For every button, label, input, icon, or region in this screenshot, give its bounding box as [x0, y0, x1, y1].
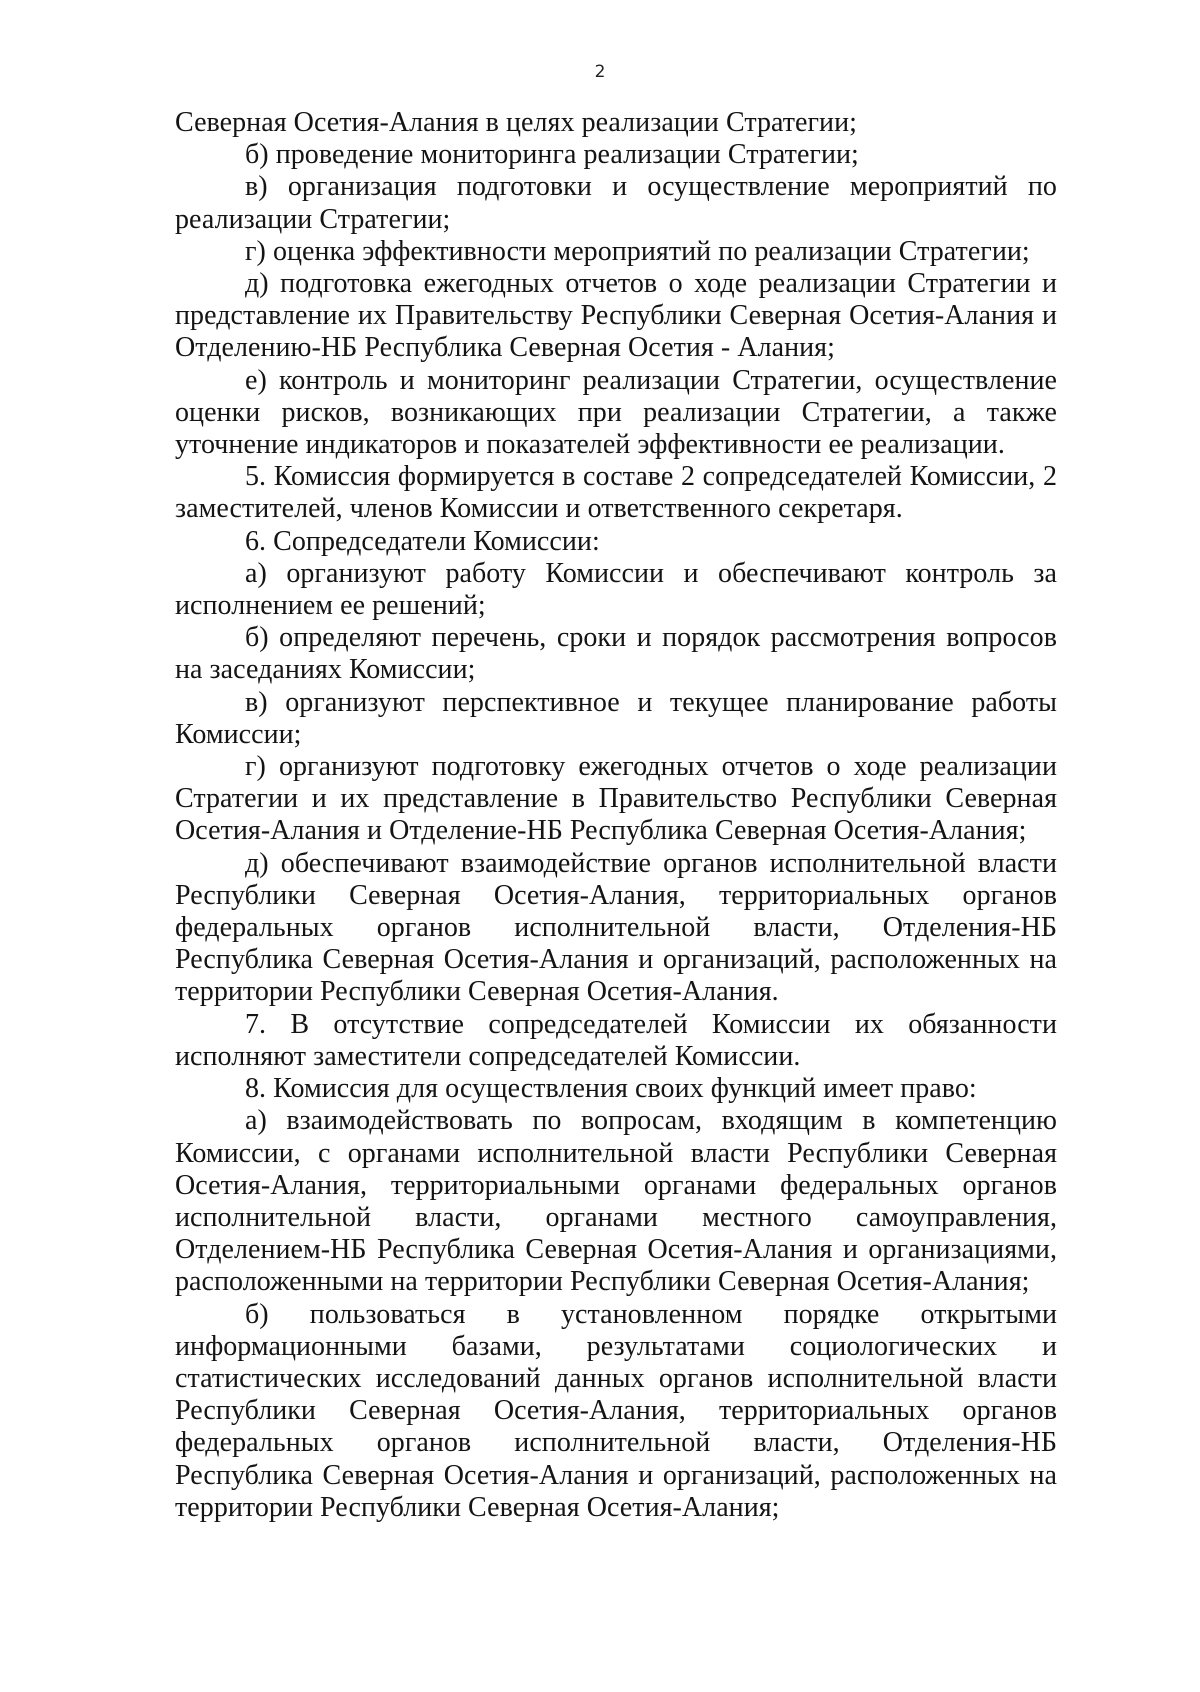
paragraph-item-b-monitoring: б) проведение мониторинга реализации Стратегии;	[245, 139, 859, 171]
paragraph-section-8: 8. Комиссия для осуществления своих функций имеет право:	[245, 1073, 977, 1105]
paragraph-item-d-reports: д) подготовка ежегодных отчетов о ходе реализации Стратегии и представление их Правительству Республики Северная Осетия-Алания и Отделению-НБ Республика Северная Осетия - Алания;	[175, 268, 1057, 364]
paragraph-section-5: 5. Комиссия формируется в составе 2 сопредседателей Комиссии, 2 заместителей, членов Комиссии и ответственного секретаря.	[175, 461, 1057, 525]
paragraph-8-item-a: а) взаимодействовать по вопросам, входящим в компетенцию Комиссии, с органами исполнительной власти Республики Северная Осетия-Алания, территориальными органами федеральных органов исполнительной власти, органами местного самоуправления, Отделением-НБ Республика Северная Осетия-Алания и организациями, расположенными на территории Республики Северная Осетия-Алания;	[175, 1105, 1057, 1298]
paragraph-8-item-b: б) пользоваться в установленном порядке открытыми информационными базами, результатами социологических и статистических исследований данных органов исполнительной власти Республики Северная Осетия-Алания, территориальных органов федеральных органов исполнительной власти, Отделения-НБ Республика Северная Осетия-Алания и организаций, расположенных на территории Республики Северная Осетия-Алания;	[175, 1298, 1057, 1523]
paragraph-section-6: 6. Сопредседатели Комиссии:	[245, 525, 600, 557]
paragraph-6-item-d: д) обеспечивают взаимодействие органов исполнительной власти Республики Северная Осетия-Алания, территориальных органов федеральных органов исполнительной власти, Отделения-НБ Республика Северная Осетия-Алания и организаций, расположенных на территории Республики Северная Осетия-Алания.	[175, 847, 1057, 1008]
paragraph-item-v-organization: в) организация подготовки и осуществление мероприятий по реализации Стратегии;	[175, 171, 1057, 235]
document-body	[175, 107, 1057, 1524]
paragraph-section-7: 7. В отсутствие сопредседателей Комиссии их обязанности исполняют заместители сопредседателей Комиссии.	[175, 1008, 1057, 1072]
paragraph-6-item-b: б) определяют перечень, сроки и порядок рассмотрения вопросов на заседаниях Комиссии;	[175, 622, 1057, 686]
paragraph-item-e-control: е) контроль и мониторинг реализации Стратегии, осуществление оценки рисков, возникающих при реализации Стратегии, а также уточнение индикаторов и показателей эффективности ее реализации.	[175, 364, 1057, 461]
paragraph-continuation: Северная Осетия-Алания в целях реализации Стратегии;	[175, 107, 857, 138]
paragraph-6-item-a: а) организуют работу Комиссии и обеспечивают контроль за исполнением ее решений;	[175, 557, 1057, 622]
page-number: 2	[594, 62, 606, 82]
paragraph-6-item-g: г) организуют подготовку ежегодных отчетов о ходе реализации Стратегии и их представление в Правительство Республики Северная Осетия-Алания и Отделение-НБ Республика Северная Осетия-Алания;	[175, 751, 1057, 847]
paragraph-6-item-v: в) организуют перспективное и текущее планирование работы Комиссии;	[175, 686, 1057, 750]
paragraph-item-g-evaluation: г) оценка эффективности мероприятий по реализации Стратегии;	[245, 235, 1030, 267]
